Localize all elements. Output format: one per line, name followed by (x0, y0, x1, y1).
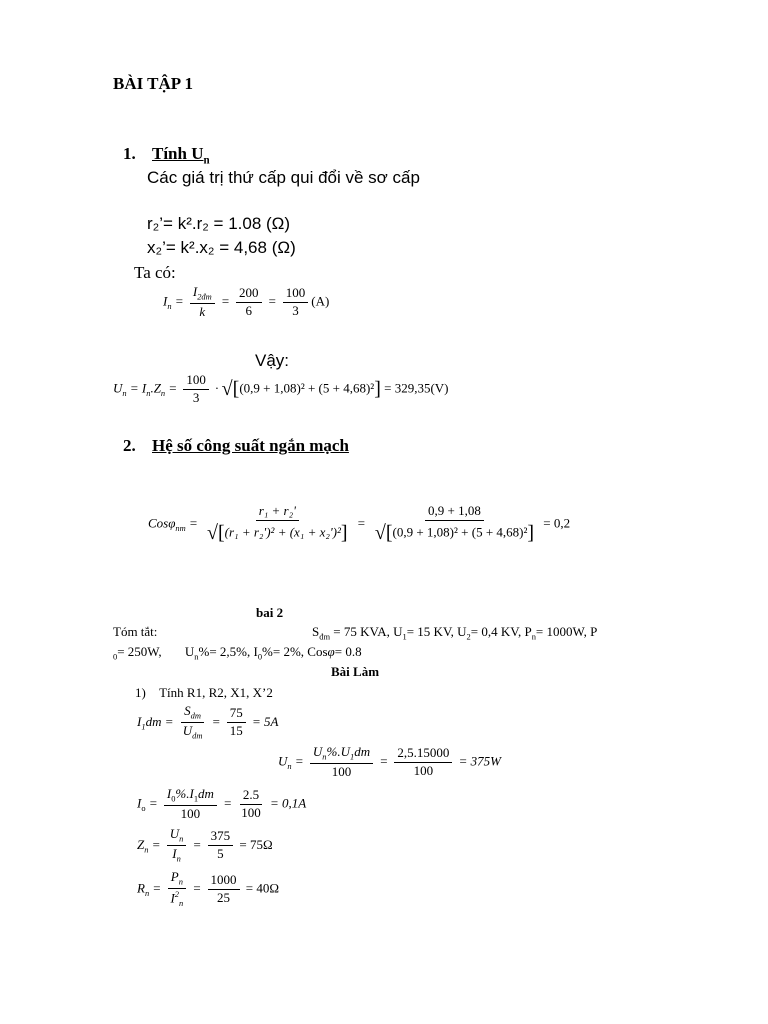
rn-formula: $R_n$ = $\frac{P_n}{I^2_n}$ = $\frac{1000}{25}$ = 40Ω (137, 869, 280, 909)
un-formula: $U_n = I_n.Z_n$ = $\frac{100}{3}$ · √[(0,9 + 1,08)² + (5 + 4,68)²] = 329,35(V) (113, 372, 449, 405)
exercise-1-title: BÀI TẬP 1 (113, 74, 193, 93)
heading-1 (123, 144, 210, 166)
cos-formula: Cosφ$_{nm}$ = $\frac{\text{r₁ + r₂'}}{\text{√[(r₁ + r₂')² + (x₁ + x₂')²]}}$ = $\frac{0,9 + 1,08}{\text{√[(0,9 + 1,08)² + (5 + 4,68)²]}}$ = 0,2 (148, 503, 571, 544)
item-1: 1) Tính R1, R2, X1, X’2 (135, 685, 273, 700)
i1dm-formula: $I_1dm$ = $\frac{S_{dm}}{U_{dm}}$ = $\frac{75}{15}$ = 5A (137, 703, 279, 741)
intro-text: Các giá trị thứ cấp qui đổi về sơ cấp (147, 168, 420, 187)
heading-1-number: 1. (123, 144, 136, 163)
r2-prime-line: r₂’= k².r₂ = 1.08 (Ω) (147, 214, 291, 233)
bai-lam-label: Bài Làm (331, 664, 380, 679)
heading-2-number: 2. (123, 436, 136, 455)
ta-co-label: Ta có: (134, 263, 176, 282)
given-line-1: $S_{đm} = 75$ KVA, $U_1= 15$ KV, $U_2= 0,4$ KV, $P_n= 1000W$, P (312, 624, 598, 642)
heading-2-text: Hệ số công suất ngắn mạch (152, 436, 349, 455)
zn-formula: $Z_n$ = $\frac{U_n}{I_n}$ = $\frac{375}{5}$ = 75Ω (137, 826, 273, 864)
vay-label: Vậy: (255, 351, 290, 370)
heading-1-text: Tính $U_n$ (152, 144, 210, 167)
heading-2 (123, 436, 349, 456)
x2-prime-line: x₂’= k².x₂ = 4,68 (Ω) (147, 238, 296, 257)
in-formula: $I_n$ = $\frac{I_{2đm}}{k}$ = $\frac{200}{6}$ = $\frac{100}{3}$ (A) (163, 284, 330, 320)
io-formula: $I_o$ = $\frac{I_0\%.I_1dm}{100}$ = $\frac{2.5}{100}$ = 0,1A (137, 786, 307, 822)
exercise-2-title: bai 2 (256, 605, 284, 620)
given-line-2: $_0$= 250W, $U_n\%= 2,5\%$, $I_0\%= 2\%$, Cosφ= 0.8 (113, 644, 362, 662)
tom-tat-label: Tóm tắt: (113, 624, 158, 639)
un-calc-formula: $U_n$ = $\frac{U_n\%.U_1dm}{100}$ = $\frac{2,5.15000}{100}$ = 375W (278, 744, 501, 780)
